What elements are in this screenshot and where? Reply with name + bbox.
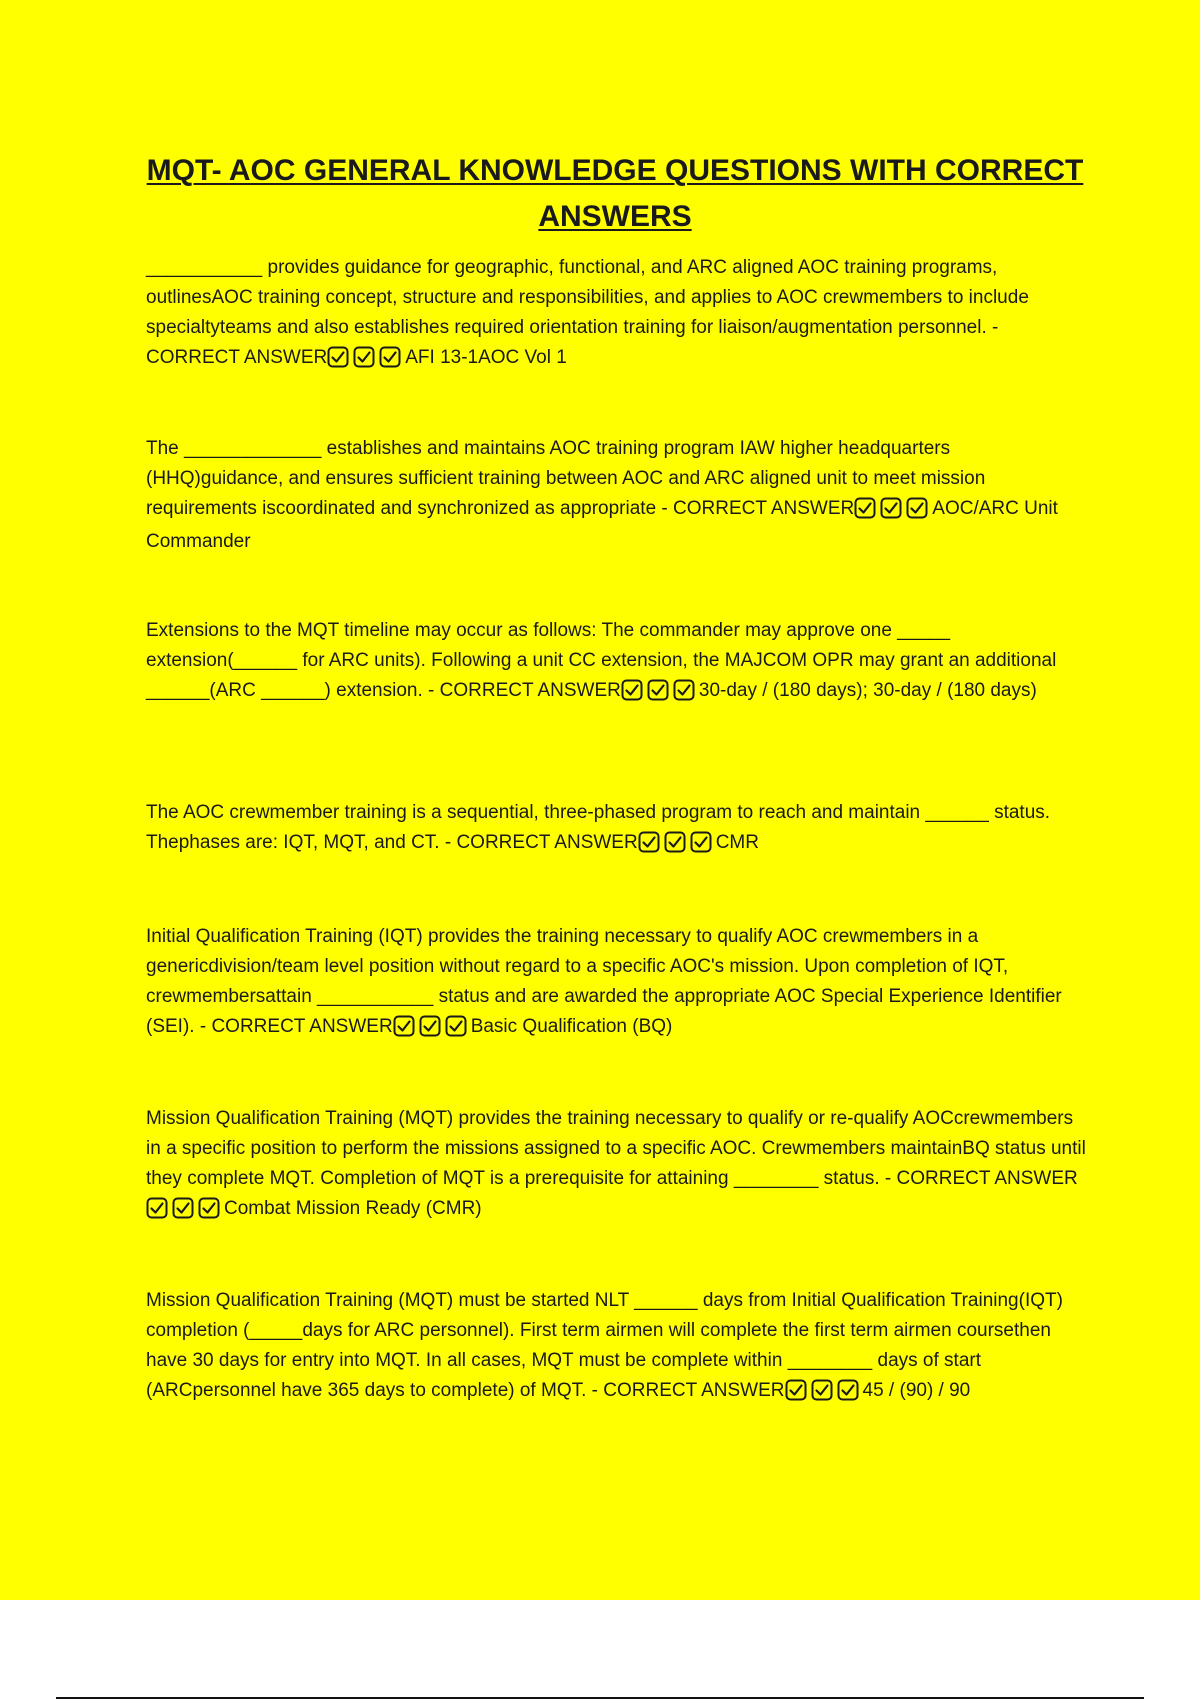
qa-item: [146, 1104, 1086, 1227]
checkbox-check-icon: [837, 1379, 859, 1401]
question-text: ___________ provides guidance for geographic, functional, and ARC aligned AOC training programs, outlinesAOC training concept, structure and responsibilities, and applies to AOC crewmembers to include specialtyteams and also establishes required orientation training for liaison/augmentation personnel.: [146, 257, 1029, 338]
checkbox-check-icon: [785, 1379, 807, 1401]
question-text: Mission Qualification Training (MQT) provides the training necessary to qualify or re-qualify AOCcrewmembers in a specific position to perform the missions assigned to a specific AOC. Crewmembers maintainBQ status until they complete MQT. Completion of MQT is a prerequisite for attaining ________ status.: [146, 1108, 1086, 1189]
question-text: Mission Qualification Training (MQT) must be started NLT ______ days from Initial Qualification Training(IQT) completion (_____days for ARC personnel). First term airmen will complete the first term airmen coursethen have 30 days for entry into MQT. In all cases, MQT must be complete within ________ days of start (ARCpersonnel have 365 days to complete) of MQT.: [146, 1290, 1063, 1401]
checkmarks: [393, 1015, 471, 1045]
qa-item: [146, 616, 1086, 709]
checkmarks: [785, 1379, 863, 1409]
checkbox-check-icon: [146, 1197, 168, 1219]
question-text: The _____________ establishes and maintains AOC training program IAW higher headquarters (HHQ)guidance, and ensures sufficient training between AOC and ARC aligned unit to meet mission requirements iscoordinated and synchronized as appropriate: [146, 438, 986, 519]
checkmarks: [638, 831, 716, 861]
qa-item: [146, 253, 1086, 376]
answer-marker: - CORRECT ANSWER: [199, 1016, 393, 1037]
checkbox-check-icon: [379, 346, 401, 368]
checkmarks: [146, 1197, 224, 1227]
document-title: MQT- AOC GENERAL KNOWLEDGE QUESTIONS WITH CORRECT ANSWERS: [146, 154, 1084, 233]
checkbox-check-icon: [327, 346, 349, 368]
checkbox-check-icon: [198, 1197, 220, 1219]
checkmarks: [854, 497, 932, 527]
checkmarks: [621, 679, 699, 709]
checkbox-check-icon: [353, 346, 375, 368]
answer-marker: - CORRECT ANSWER: [444, 832, 638, 853]
answer-text: AOC/ARC Unit Commander: [146, 498, 1058, 552]
answer-text: CMR: [715, 832, 759, 853]
answer-text: 30-day / (180 days); 30-day / (180 days): [698, 680, 1037, 701]
footer-rule: [56, 1697, 1144, 1699]
answer-marker: - CORRECT ANSWER: [884, 1168, 1078, 1189]
checkbox-check-icon: [419, 1015, 441, 1037]
answer-text: Basic Qualification (BQ): [470, 1016, 673, 1037]
checkbox-check-icon: [664, 831, 686, 853]
checkmarks: [327, 346, 405, 376]
answer-text: AFI 13-1AOC Vol 1: [405, 347, 567, 368]
qa-item: [146, 1286, 1086, 1409]
qa-item: [146, 922, 1086, 1045]
answer-text: 45 / (90) / 90: [862, 1380, 971, 1401]
question-text: Extensions to the MQT timeline may occur as follows: The commander may approve one _____ extension(______ for ARC units). Following a unit CC extension, the MAJCOM OPR may grant an additional ______(ARC ______) extension.: [146, 620, 1057, 701]
qa-item: [146, 798, 1086, 861]
checkbox-check-icon: [854, 497, 876, 519]
answer-text: Combat Mission Ready (CMR): [224, 1198, 482, 1219]
checkbox-check-icon: [647, 679, 669, 701]
checkbox-check-icon: [445, 1015, 467, 1037]
checkbox-check-icon: [690, 831, 712, 853]
qa-item: [146, 434, 1086, 557]
checkbox-check-icon: [638, 831, 660, 853]
checkbox-check-icon: [673, 679, 695, 701]
checkbox-check-icon: [621, 679, 643, 701]
checkbox-check-icon: [172, 1197, 194, 1219]
question-text: Initial Qualification Training (IQT) provides the training necessary to qualify AOC crewmembers in a genericdivision/team level position without regard to a specific AOC's mission. Upon completion of IQT, crewmembersattain ___________ status and are awarded the appropriate AOC Special Experience Identifier (SEI).: [146, 926, 1062, 1037]
checkbox-check-icon: [811, 1379, 833, 1401]
question-text: The AOC crewmember training is a sequential, three-phased program to reach and maintain ______ status. Thephases are: IQT, MQT, and CT.: [146, 802, 1051, 853]
checkbox-check-icon: [880, 497, 902, 519]
answer-marker: - CORRECT ANSWER: [661, 498, 855, 519]
checkbox-check-icon: [906, 497, 928, 519]
answer-marker: - CORRECT ANSWER: [146, 317, 999, 368]
checkbox-check-icon: [393, 1015, 415, 1037]
answer-marker: - CORRECT ANSWER: [428, 680, 621, 701]
answer-marker: - CORRECT ANSWER: [591, 1380, 785, 1401]
